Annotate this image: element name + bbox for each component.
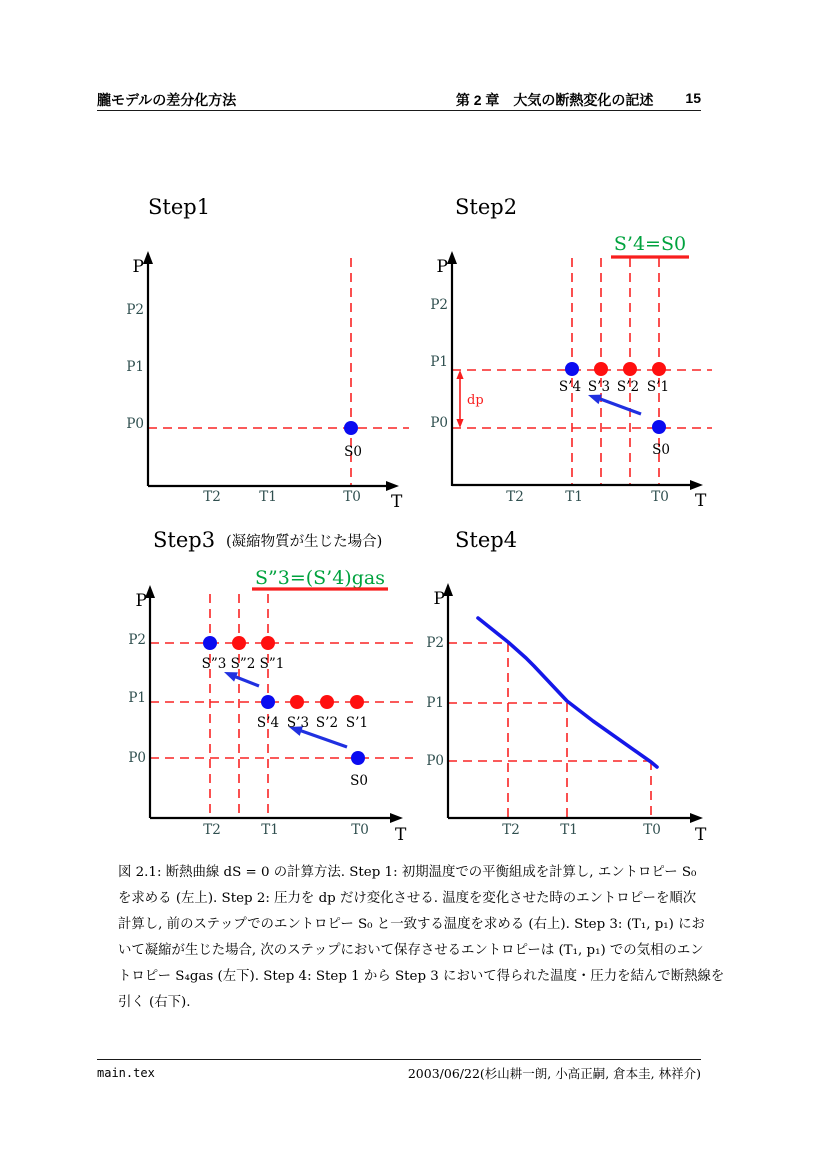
plot2-entropy-equality-label: S’4=S0 — [613, 233, 687, 255]
plot3-blue-arrow1-line — [296, 729, 347, 747]
plot1-xtick-t1: T1 — [259, 489, 277, 505]
plot2-xtick-t0: T0 — [651, 489, 669, 505]
chapter-label: 第 2 章 — [455, 92, 500, 108]
plot3-ytick-p0: P0 — [128, 750, 146, 766]
plot-step1 — [110, 188, 420, 518]
plot-step4 — [420, 518, 740, 853]
plot3-xtick-t2: T2 — [203, 822, 221, 838]
plot2-point-s2 — [623, 362, 637, 376]
plot3-point-sdd1 — [261, 636, 275, 650]
plot4-xtick-t0: T0 — [643, 822, 661, 838]
plot2-dp-label: dp — [467, 393, 484, 408]
caption-line: いて凝縮が生じた場合, 次のステップにおいて保存させるエントロピーは (T₁, p₁) での気相のエン — [118, 943, 704, 958]
plot1-ytick-p2: P2 — [126, 302, 144, 318]
footer-filename: main.tex — [97, 1066, 155, 1080]
plot2-p-axis-label: P — [436, 257, 448, 277]
plot2-point-s0 — [652, 420, 666, 434]
plot2-ytick-p1: P1 — [430, 354, 448, 370]
caption-line: 引く (右下). — [118, 995, 191, 1010]
plot3-ytick-p1: P1 — [128, 690, 146, 706]
plot1-title: Step1 — [148, 195, 211, 219]
page-number: 15 — [685, 90, 701, 106]
plot2-x-axis-arrowhead — [690, 480, 703, 490]
plot2-dp-arrowhead-up — [456, 370, 463, 379]
plot3-point-sdd2 — [232, 636, 246, 650]
plot4-xtick-t2: T2 — [502, 822, 520, 838]
plot3-point-s0 — [351, 751, 365, 765]
plot3-point-s1-label: S’1 — [345, 715, 369, 731]
plot2-t-axis-label: T — [695, 491, 707, 511]
footer-rule — [97, 1059, 701, 1060]
plot3-point-sdd1-label: S”1 — [259, 656, 285, 672]
caption-line: を求める (左上). Step 2: 圧力を dp だけ変化させる. 温度を変化させた時のエントロピーを順次 — [118, 891, 697, 906]
plot3-entropy-equality-label: S”3=(S’4)gas — [255, 567, 385, 589]
plot2-point-s0-label: S0 — [652, 442, 670, 458]
header-rule — [97, 110, 701, 111]
plot2-point-s4-label: S’4 — [558, 379, 582, 395]
header-chapter-group — [456, 90, 701, 110]
plot3-t-axis-label: T — [395, 825, 407, 845]
plot-step3 — [110, 518, 422, 853]
plot1-xtick-t2: T2 — [203, 489, 221, 505]
plot3-point-s4 — [261, 695, 275, 709]
plot3-ytick-p2: P2 — [128, 632, 146, 648]
plot3-point-s4-label: S’4 — [256, 715, 280, 731]
plot1-point-s0-label: S0 — [344, 444, 362, 460]
plot2-xtick-t1: T1 — [565, 489, 583, 505]
plot2-point-s3 — [594, 362, 608, 376]
running-title: 朧モデルの差分化方法 — [97, 92, 237, 108]
page-header — [97, 90, 701, 110]
plot3-point-sdd3-label: S”3 — [201, 656, 227, 672]
plot4-xtick-t1: T1 — [560, 822, 578, 838]
caption-line: トロピー S₄gas (左下). Step 4: Step 1 から Step 3 において得られた温度・圧力を結んで断熱線を — [118, 969, 725, 984]
plot2-point-s3-label: S’3 — [587, 379, 611, 395]
plot4-ytick-p0: P0 — [426, 753, 444, 769]
plot3-subtitle: (凝縮物質が生じた場合) — [226, 534, 383, 550]
plot1-ytick-p1: P1 — [126, 359, 144, 375]
plot2-ytick-p2: P2 — [430, 297, 448, 313]
plot4-title: Step4 — [455, 528, 518, 552]
plot1-p-axis-label: P — [132, 257, 144, 277]
plot3-point-sdd3 — [203, 636, 217, 650]
footer-date-authors: 2003/06/22(杉山耕一朗, 小高正嗣, 倉本圭, 林祥介) — [407, 1066, 701, 1081]
plot-step2 — [420, 188, 740, 518]
plot2-y-axis-arrowhead — [447, 251, 457, 264]
plot4-p-axis-label: P — [433, 589, 445, 609]
plot1-t-axis-label: T — [391, 492, 403, 512]
plot2-ytick-p0: P0 — [430, 415, 448, 431]
plot3-point-s3 — [290, 695, 304, 709]
plot3-point-s2 — [320, 695, 334, 709]
plot3-x-axis-arrowhead — [390, 813, 403, 823]
plot3-point-s1 — [350, 695, 364, 709]
plot4-x-axis-arrowhead — [690, 813, 703, 823]
plot3-xtick-t0: T0 — [351, 822, 369, 838]
plot2-point-s1 — [652, 362, 666, 376]
plot4-ytick-p1: P1 — [426, 695, 444, 711]
plot4-adiabat-curve — [478, 618, 657, 767]
plot3-title: Step3 — [153, 528, 216, 552]
plot1-ytick-p0: P0 — [126, 416, 144, 432]
plot3-point-s2-label: S’2 — [315, 715, 339, 731]
plot4-ytick-p2: P2 — [426, 635, 444, 651]
plot1-point-s0 — [344, 421, 358, 435]
caption-line: 図 2.1: 断熱曲線 dS = 0 の計算方法. Step 1: 初期温度での平衡組成を計算し, エントロピー S₀ — [118, 865, 697, 880]
plot1-xtick-t0: T0 — [343, 489, 361, 505]
plot2-point-s4 — [565, 362, 579, 376]
plot1-x-axis-arrowhead — [386, 481, 399, 491]
plot2-title: Step2 — [455, 195, 518, 219]
chapter-title: 大気の断熱変化の記述 — [513, 92, 654, 108]
plot3-p-axis-label: P — [135, 591, 147, 611]
plot2-point-s2-label: S’2 — [616, 379, 640, 395]
plot3-point-s3-label: S’3 — [286, 715, 310, 731]
plot3-point-s0-label: S0 — [350, 773, 368, 789]
plot1-y-axis-arrowhead — [143, 251, 153, 264]
plot2-xtick-t2: T2 — [506, 489, 524, 505]
caption-line: 計算し, 前のステップでのエントロピー S₀ と一致する温度を求める (右上). Step 3: (T₁, p₁) にお — [118, 917, 705, 932]
plot2-dp-arrowhead-down — [456, 419, 463, 428]
figure-caption — [118, 860, 725, 1016]
plot3-point-sdd2-label: S”2 — [230, 656, 256, 672]
plot4-t-axis-label: T — [695, 825, 707, 845]
plot2-blue-arrow-line — [595, 397, 641, 414]
plot3-xtick-t1: T1 — [261, 822, 279, 838]
plot2-point-s1-label: S’1 — [646, 379, 670, 395]
